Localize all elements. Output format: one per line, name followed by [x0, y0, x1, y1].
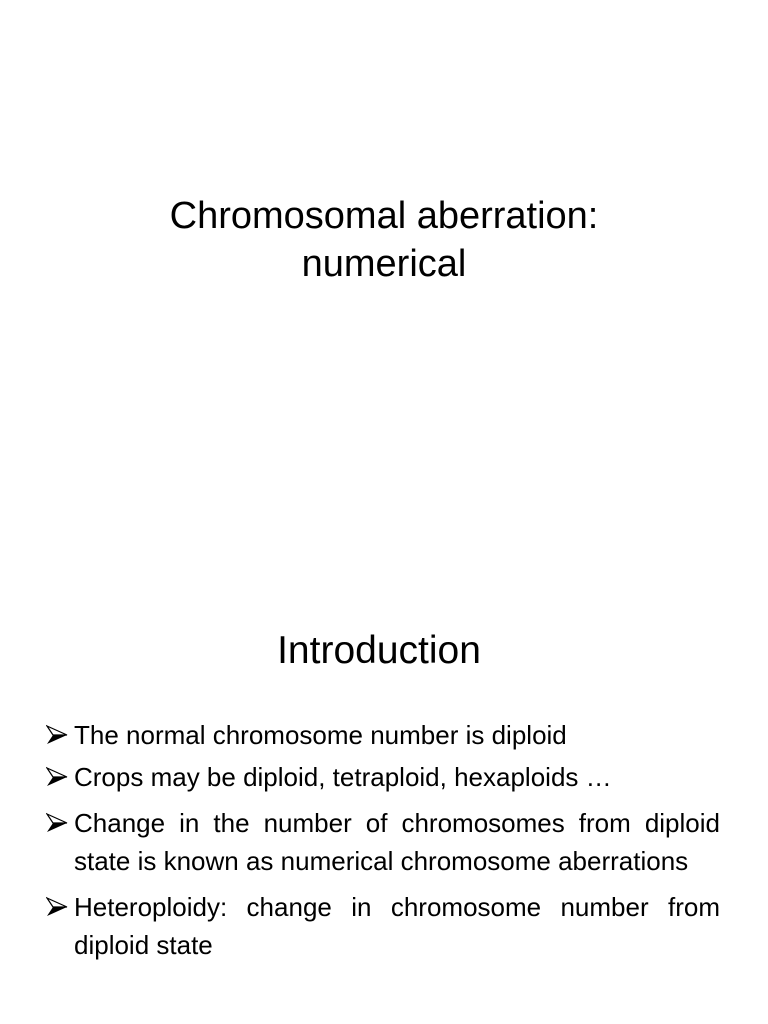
- slide-title-line-2: numerical: [301, 243, 467, 285]
- arrow-bullet-icon: [46, 766, 68, 788]
- bullet-text: The normal chromosome number is diploid: [74, 720, 567, 750]
- arrow-bullet-icon: [46, 812, 68, 834]
- bullet-text: Change in the number of chromosomes from diploid state is known as numerical chromosome aberrations: [74, 808, 720, 876]
- list-item: [46, 716, 720, 754]
- arrow-bullet-icon: [46, 724, 68, 746]
- bullet-text: Heteroploidy: change in chromosome number from diploid state: [74, 892, 720, 960]
- bullet-text: Crops may be diploid, tetraploid, hexaploids …: [74, 762, 612, 792]
- arrow-bullet-icon: [46, 896, 68, 918]
- bullet-list: [46, 716, 720, 972]
- slide-title-line-1: Chromosomal aberration:: [169, 195, 599, 237]
- list-item: [46, 888, 720, 964]
- section-heading: Introduction: [277, 629, 481, 672]
- list-item: [46, 804, 720, 880]
- list-item: [46, 758, 720, 796]
- slide-title: [0, 192, 768, 288]
